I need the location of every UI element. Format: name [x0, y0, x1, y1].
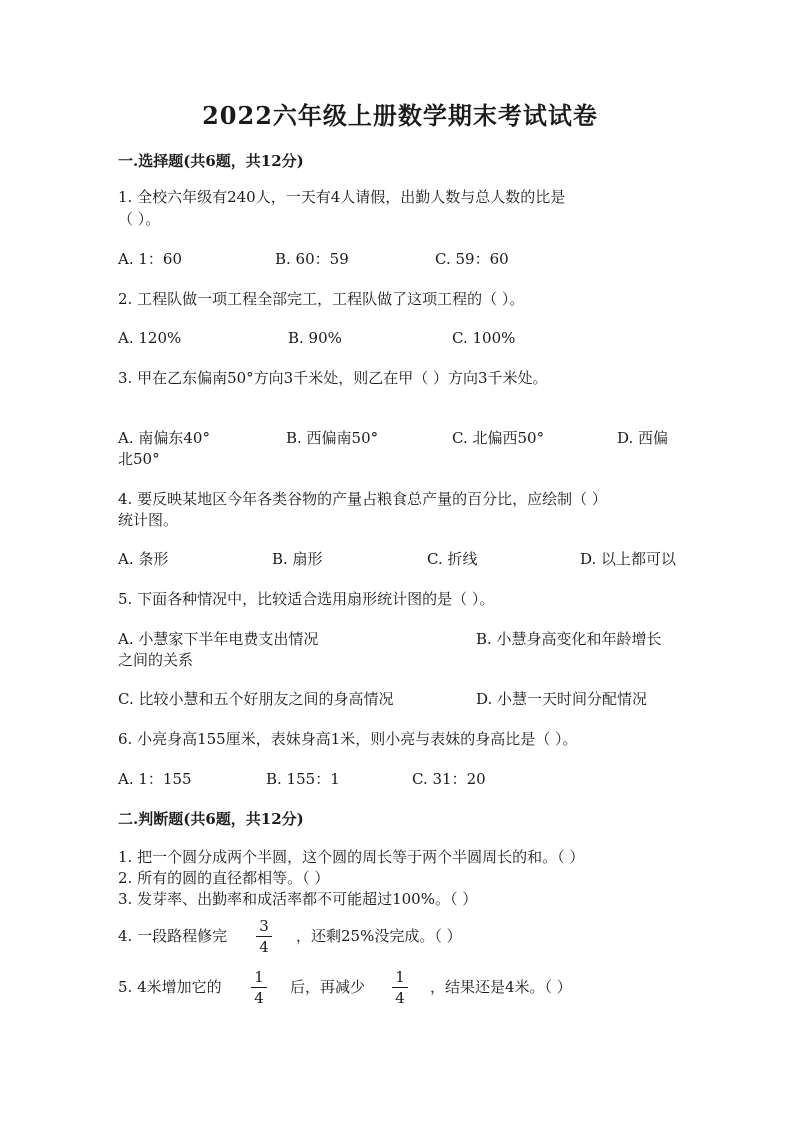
question-1-text: 1. 全校六年级有240人，一天有4人请假，出勤人数与总人数的比是 — [118, 188, 566, 206]
judge-4-fraction — [252, 917, 276, 956]
section-heading-choice: 一.选择题(共6题，共12分) — [118, 152, 304, 170]
question-5-text: 5. 下面各种情况中，比较适合选用扇形统计图的是（ ）。 — [118, 590, 495, 608]
judge-5-text-middle: 后，再减少 — [290, 978, 366, 996]
fraction-numerator: 3 — [259, 917, 269, 935]
question-6-option-b: B. 155：1 — [266, 770, 340, 788]
question-5-option-d: D. 小慧一天时间分配情况 — [476, 690, 648, 708]
judge-5-fraction-1 — [247, 968, 271, 1007]
question-3-option-a: A. 南偏东40° — [118, 429, 210, 447]
judge-1-text: 1. 把一个圆分成两个半圆，这个圆的周长等于两个半圆周长的和。（ ） — [118, 848, 585, 866]
fraction-numerator: 1 — [254, 968, 264, 986]
judge-5-fraction-2 — [388, 968, 412, 1007]
judge-4-text-after: ，还剩25%没完成。（ ） — [296, 927, 462, 945]
question-2-text: 2. 工程队做一项工程全部完工，工程队做了这项工程的（ ）。 — [118, 290, 525, 308]
question-1-option-c: C. 59：60 — [435, 250, 509, 268]
question-2-option-b: B. 90% — [288, 329, 342, 347]
question-1-option-b: B. 60：59 — [275, 250, 349, 268]
question-2-option-a: A. 120% — [118, 329, 182, 347]
question-4-option-d: D. 以上都可以 — [580, 550, 677, 568]
section-heading-judge: 二.判断题(共6题，共12分) — [118, 810, 304, 828]
fraction-numerator: 1 — [395, 968, 405, 986]
fraction-denominator: 4 — [395, 989, 405, 1007]
question-6-text: 6. 小亮身高155厘米，表妹身高1米，则小亮与表妹的身高比是（ ）。 — [118, 730, 578, 748]
question-5-option-a: A. 小慧家下半年电费支出情况 — [118, 630, 319, 648]
fraction-bar — [251, 987, 267, 988]
fraction-denominator: 4 — [259, 938, 269, 956]
question-3-option-d: D. 西偏 — [617, 429, 669, 447]
judge-4-text-before: 4. 一段路程修完 — [118, 927, 228, 945]
question-3-text: 3. 甲在乙东偏南50°方向3千米处，则乙在甲（ ）方向3千米处。 — [118, 369, 548, 387]
question-4-text-wrap: 统计图。 — [118, 511, 179, 529]
question-5-option-c: C. 比较小慧和五个好朋友之间的身高情况 — [118, 690, 394, 708]
question-5-option-b-wrap: 之间的关系 — [118, 651, 194, 669]
judge-2-text: 2. 所有的圆的直径都相等。（ ） — [118, 869, 330, 887]
fraction-denominator: 4 — [254, 989, 264, 1007]
question-4-option-a: A. 条形 — [118, 550, 169, 568]
fraction-bar — [256, 936, 272, 937]
question-1-option-a: A. 1：60 — [118, 250, 182, 268]
question-6-option-c: C. 31：20 — [412, 770, 486, 788]
question-6-option-a: A. 1：155 — [118, 770, 192, 788]
question-4-option-b: B. 扇形 — [272, 550, 323, 568]
question-1-text-wrap: （ ）。 — [118, 210, 161, 228]
question-3-option-d-wrap: 北50° — [118, 450, 160, 468]
exam-title: 2022六年级上册数学期末考试试卷 — [202, 101, 598, 130]
question-3-option-c: C. 北偏西50° — [452, 429, 545, 447]
question-3-option-b: B. 西偏南50° — [286, 429, 379, 447]
question-4-option-c: C. 折线 — [427, 550, 478, 568]
judge-5-text-after: ，结果还是4米。（ ） — [430, 978, 572, 996]
judge-5-text-before: 5. 4米增加它的 — [118, 978, 222, 996]
question-4-text: 4. 要反映某地区今年各类谷物的产量占粮食总产量的百分比，应绘制（ ） — [118, 490, 607, 508]
question-5-option-b: B. 小慧身高变化和年龄增长 — [476, 630, 662, 648]
question-2-option-c: C. 100% — [452, 329, 516, 347]
judge-3-text: 3. 发芽率、出勤率和成活率都不可能超过100%。（ ） — [118, 890, 478, 908]
fraction-bar — [392, 987, 408, 988]
